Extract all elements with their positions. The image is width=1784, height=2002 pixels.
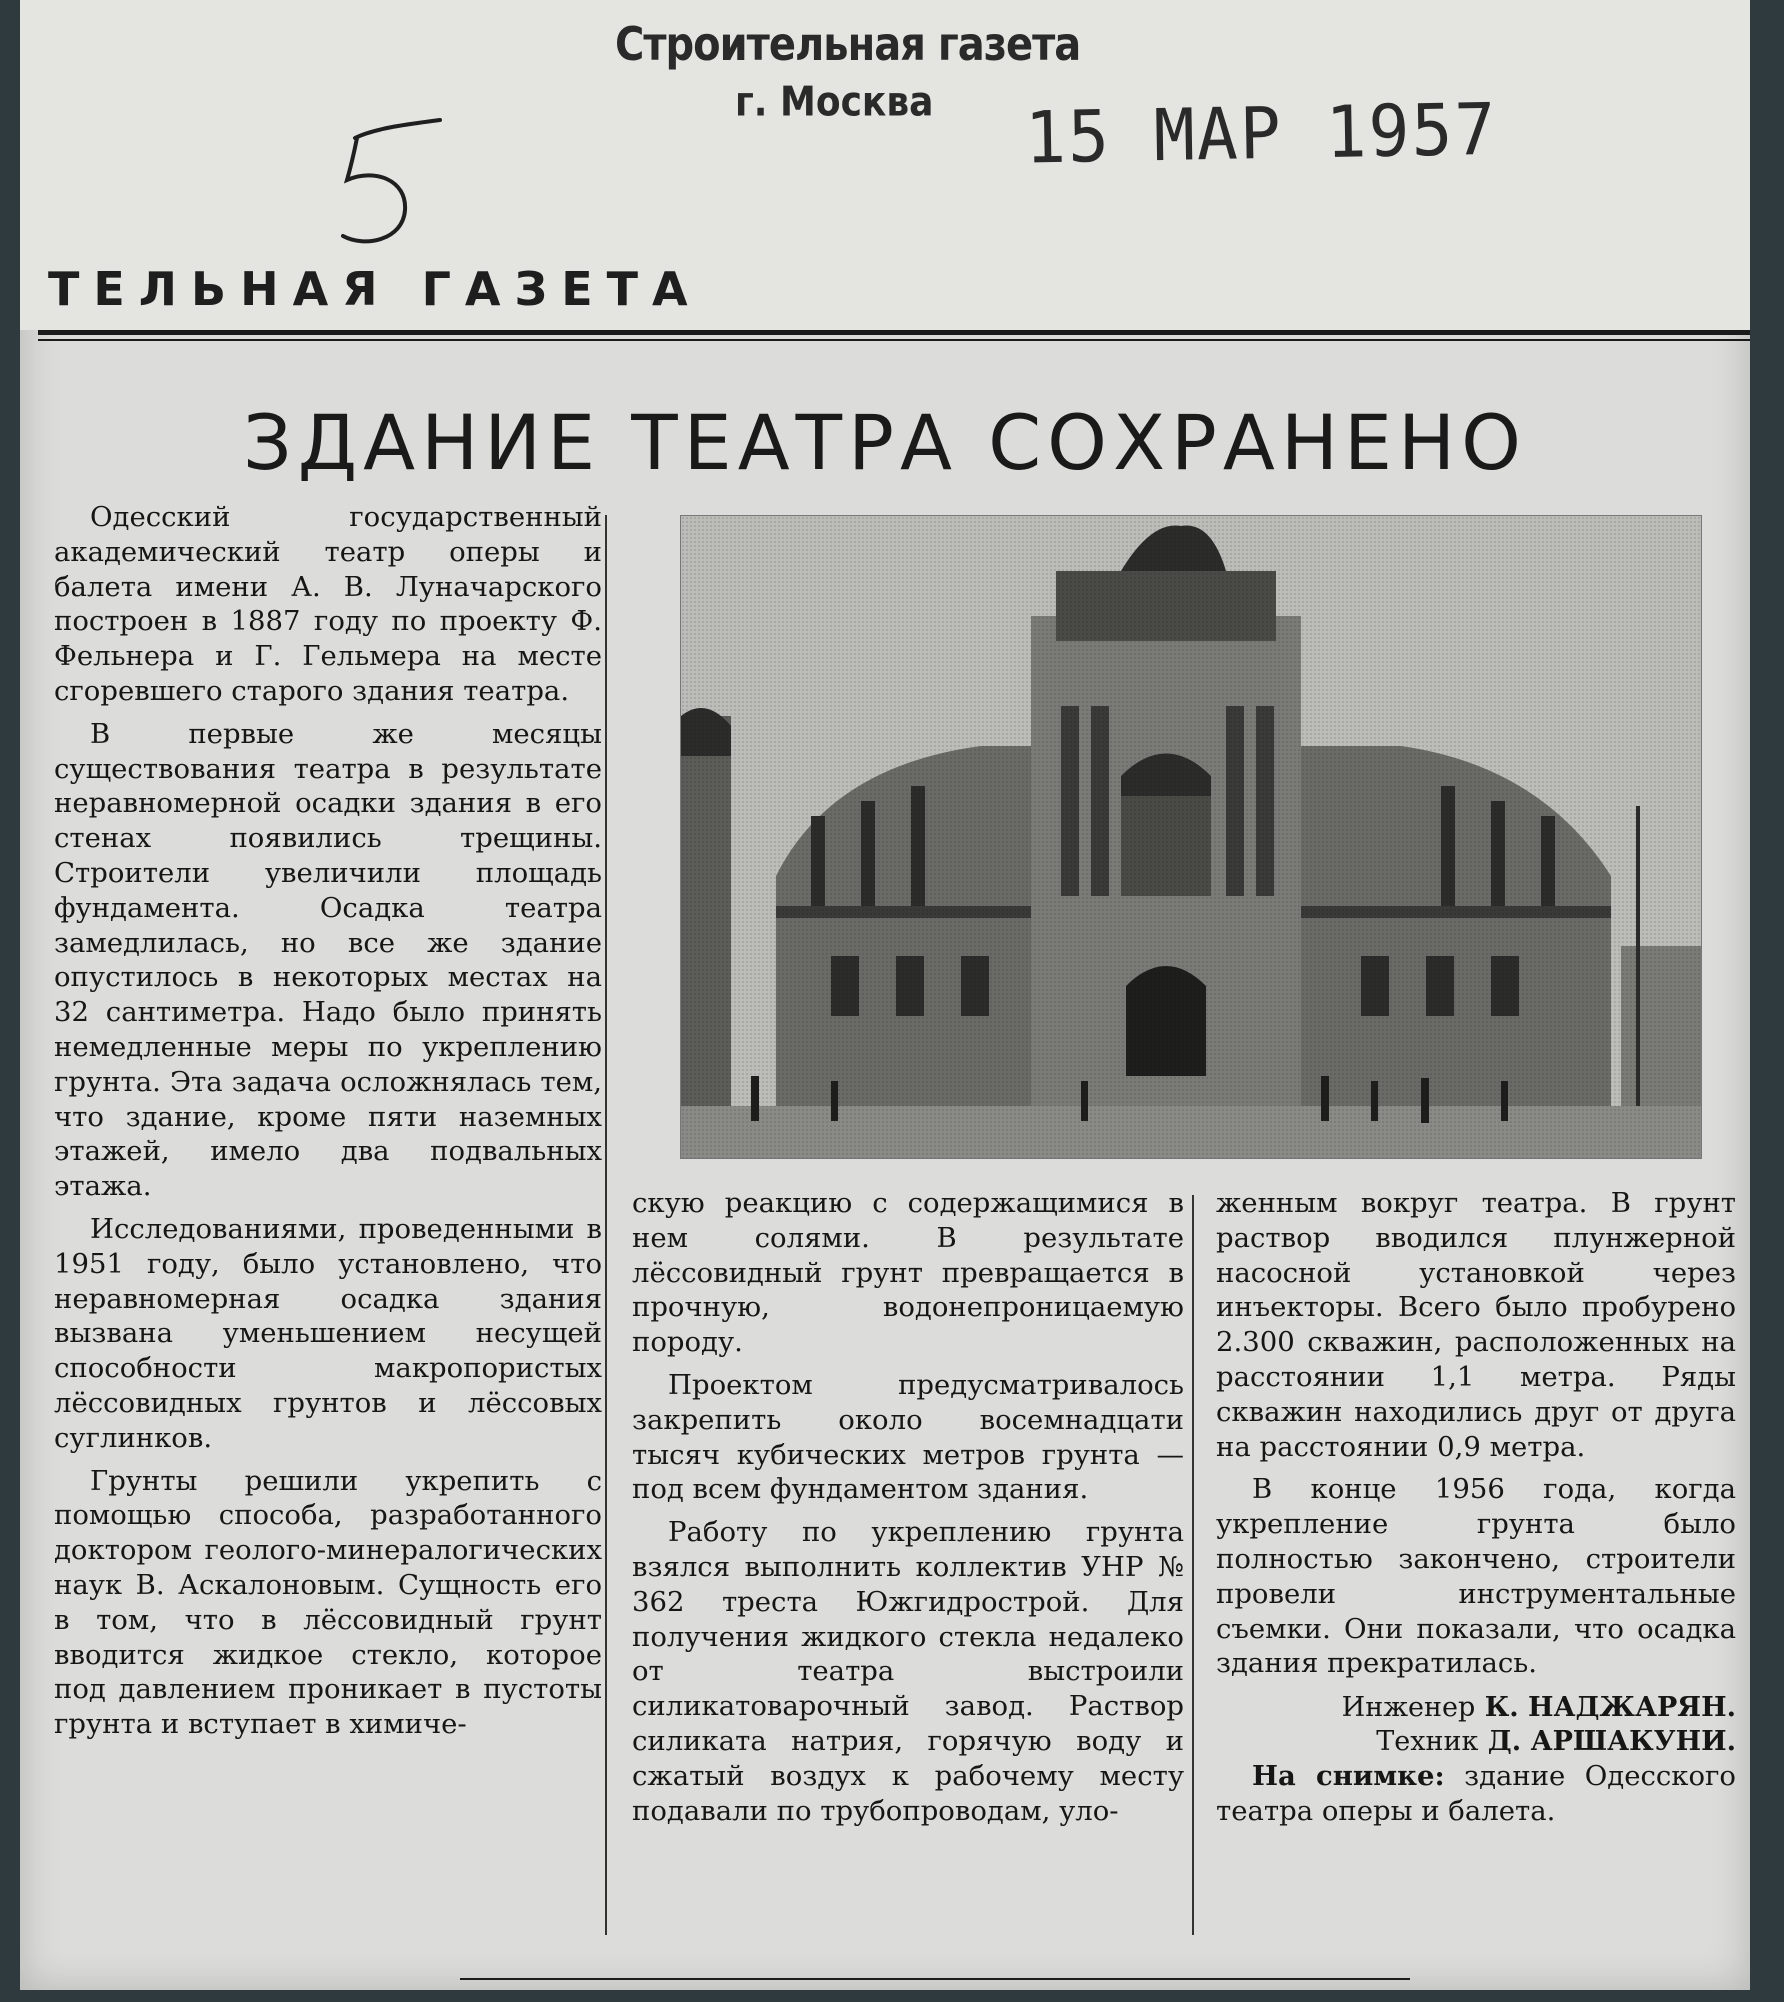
paragraph: Работу по укреплению грунта взялся выполнить коллектив УНР № 362 треста Южгидрострой. Для получения жидкого стекла недалеко от театра выстроили силикатоварочный завод. Раствор силиката натрия, горячую воду и сжатый воздух к рабочему месту подавали по трубопроводам, уло- <box>632 1516 1184 1827</box>
masthead-rule-thin <box>38 339 1750 341</box>
author-name: К. НАДЖАРЯН. <box>1484 1692 1736 1724</box>
paragraph: скую реакцию с содержащимися в нем солями. В результате лёссовидный грунт превращается в прочную, водонепроницаемую породу. <box>632 1187 1184 1359</box>
paragraph: Одесский государственный академический театр оперы и балета имени А. В. Луначарского построен в 1887 году по проекту Ф. Фельнера и Г. Гельмера на месте сгоревшего старого здания театра. <box>54 501 602 707</box>
caption-text: здание Одесского театра оперы и балета. <box>1216 1760 1736 1827</box>
author-name: Д. АРШАКУНИ. <box>1487 1726 1736 1758</box>
author-role: Инженер <box>1341 1692 1476 1724</box>
paragraph: В конце 1956 года, когда укрепление грунта было полностью закончено, строители провели инструментальные съемки. Они показали, что осадка здания прекратилась. <box>1216 1473 1736 1680</box>
author-signature <box>1216 1691 1736 1759</box>
article-column-1 <box>54 500 602 1750</box>
article-column-3 <box>1216 1186 1736 1837</box>
photo-caption <box>1216 1759 1736 1829</box>
archive-stamp-city: г. Москва <box>735 78 934 127</box>
paragraph: Грунты решили укрепить с помощью способа, разработанного доктором геолого-минералогических наук В. Аскалоновым. Сущность его в том, что в лёссовидный грунт вводится жидкое стекло, которое под давлением проникает в пустоты грунта и вступает в химиче- <box>54 1464 602 1741</box>
paragraph: женным вокруг театра. В грунт раствор вводился плунжерной насосной установкой через инъекторы. Всего было пробурено 2.300 скважин, расположенных на расстоянии 1,1 метра. Ряды скважин находились друг от друга на расстоянии 0,9 метра. <box>1216 1187 1736 1463</box>
column-divider <box>1192 1195 1194 1935</box>
newspaper-masthead: ТЕЛЬНАЯ ГАЗЕТА <box>48 262 702 316</box>
column-divider <box>605 515 607 1935</box>
signature-line-1 <box>1216 1691 1736 1725</box>
handwritten-number <box>335 118 445 253</box>
caption-label: На снимке: <box>1252 1760 1445 1793</box>
archive-stamp-date: 15 МАР 1957 <box>1024 88 1498 181</box>
bottom-rule <box>460 1978 1410 1980</box>
paragraph: В первые же месяцы существования театра в результате неравномерной осадки здания в его стенах появились трещины. Строители увеличили площадь фундамента. Осадка театра замедлилась, но все же здание опустилось в некоторых местах на 32 сантиметра. Надо было принять немедленные меры по укреплению грунта. Эта задача осложнялась тем, что здание, кроме пяти наземных этажей, имело два подвальных этажа. <box>54 717 602 1203</box>
masthead-rule <box>38 330 1750 335</box>
article-headline: ЗДАНИЕ ТЕАТРА СОХРАНЕНО <box>242 398 1527 487</box>
archive-stamp-newspaper: Строительная газета <box>615 18 1081 72</box>
paragraph: Исследованиями, проведенными в 1951 году, было установлено, что неравномерная осадка здания вызвана уменьшением несущей способности макропористых лёссовидных грунтов и лёссовых суглинков. <box>54 1212 602 1454</box>
newspaper-clipping <box>20 0 1750 1990</box>
paragraph: Проектом предусматривалось закрепить около восемнадцати тысяч кубических метров грунта — под всем фундаментом здания. <box>632 1368 1184 1506</box>
signature-line-2 <box>1216 1725 1736 1759</box>
author-role: Техник <box>1376 1726 1479 1758</box>
opera-house-photo <box>680 515 1702 1159</box>
article-column-2 <box>632 1186 1184 1836</box>
